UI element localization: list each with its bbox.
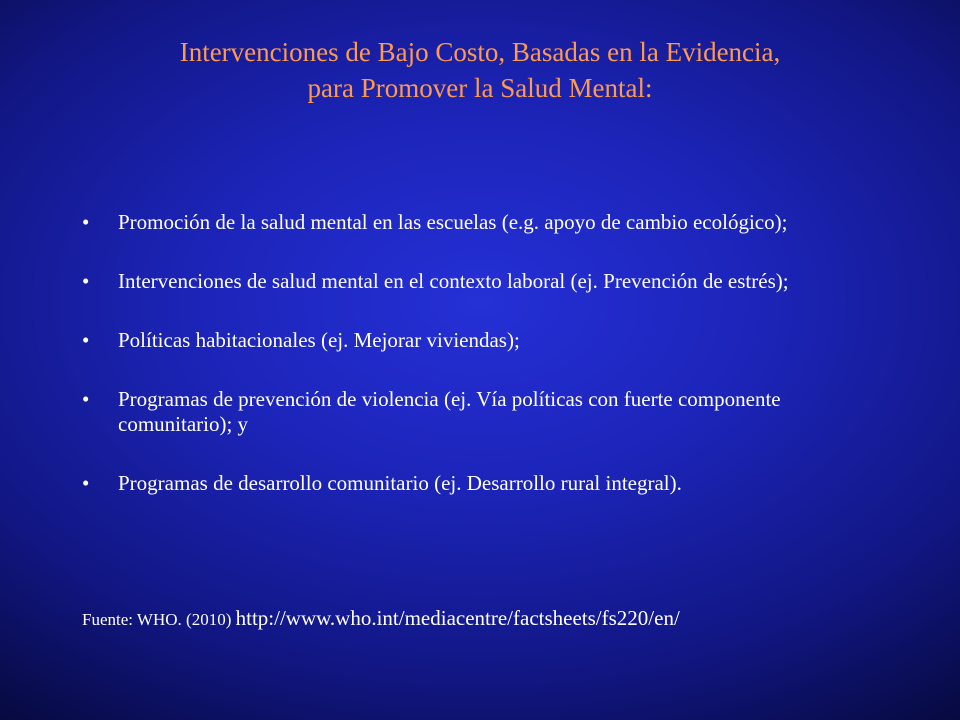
- bullet-item: [82, 387, 882, 437]
- bullet-icon: •: [82, 328, 90, 352]
- bullet-text: Promoción de la salud mental en las escuelas (e.g. apoyo de cambio ecológico);: [118, 210, 788, 234]
- bullet-text: Políticas habitacionales (ej. Mejorar viviendas);: [118, 328, 520, 352]
- source-url-link[interactable]: http://www.who.int/mediacentre/factsheets/fs220/en/: [235, 606, 680, 630]
- slide-title-line-2: para Promover la Salud Mental:: [307, 73, 653, 103]
- bullet-item: [82, 328, 882, 353]
- slide-title-line-1: Intervenciones de Bajo Costo, Basadas en la Evidencia,: [179, 37, 781, 67]
- bullet-item: [82, 210, 882, 235]
- bullet-icon: •: [82, 387, 90, 411]
- bullet-item: [82, 269, 882, 294]
- bullet-text: Programas de prevención de violencia (ej. Vía políticas con fuerte componente comunitario); y: [118, 387, 781, 436]
- bullet-icon: •: [82, 269, 90, 293]
- bullet-icon: •: [82, 471, 90, 495]
- bullet-item: [82, 471, 882, 496]
- bullet-text: Programas de desarrollo comunitario (ej. Desarrollo rural integral).: [118, 471, 682, 495]
- bullet-list: [82, 210, 882, 530]
- bullet-icon: •: [82, 210, 90, 234]
- bullet-text: Intervenciones de salud mental en el contexto laboral (ej. Prevención de estrés);: [118, 269, 789, 293]
- source-citation: [82, 604, 922, 634]
- source-label: Fuente: WHO. (2010): [82, 610, 232, 629]
- slide-title: [60, 34, 900, 106]
